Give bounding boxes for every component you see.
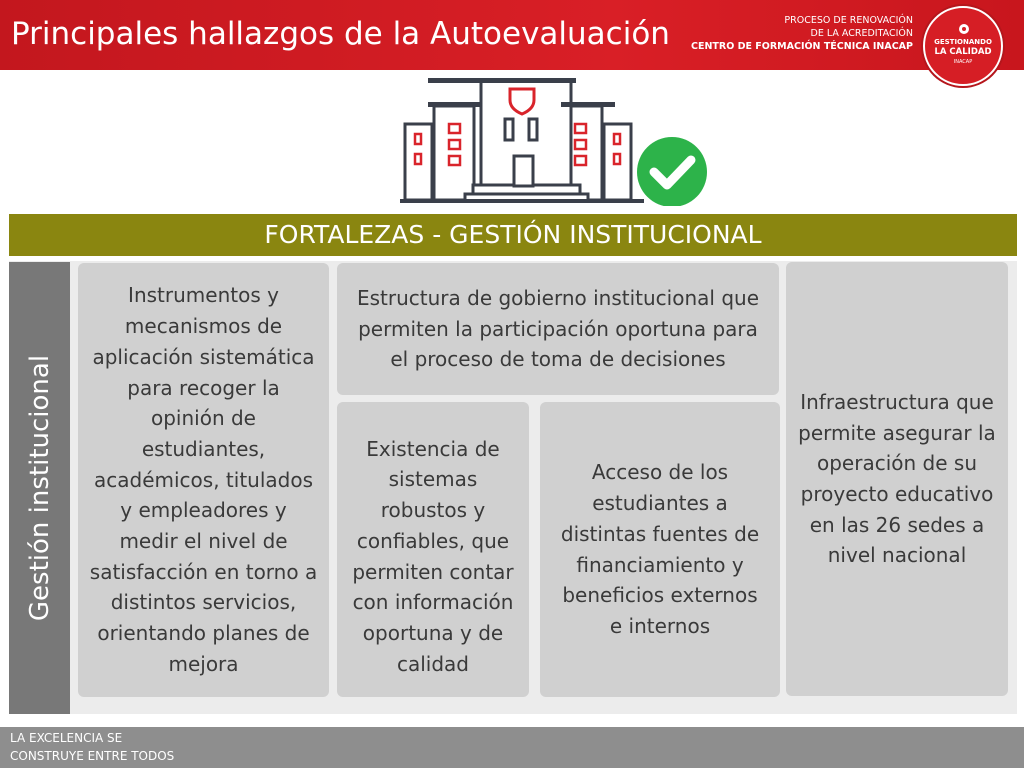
section-banner: FORTALEZAS - GESTIÓN INSTITUCIONAL — [9, 214, 1017, 256]
seal-line-2: LA CALIDAD — [934, 47, 992, 57]
seal-line-3: INACAP — [953, 59, 973, 65]
check-circle-icon — [637, 137, 707, 206]
card-infraestructura — [786, 262, 1008, 696]
card-estructura-text: Estructura de gobierno institucional que permiten la participación oportuna para el proceso de toma de decisiones — [356, 285, 759, 372]
footer-line-2: CONSTRUYE ENTRE TODOS — [10, 749, 175, 763]
card-instrumentos-text: Instrumentos y mecanismos de aplicación sistemática para recoger la opinión de estudiantes, académicos, titulados y empleadores y medir el nivel de satisfacción en torno a distintos servicios, orientando planes de mejora — [89, 283, 318, 676]
header-bar — [0, 0, 1024, 70]
seal-line-1: GESTIONANDO — [934, 38, 992, 46]
card-sistemas-text: Existencia de sistemas robustos y confiables, que permiten contar con información oportuna y de calidad — [352, 436, 514, 676]
card-sistemas — [337, 402, 529, 697]
card-infraestructura-text: Infraestructura que permite asegurar la operación de su proyecto educativo en las 26 sedes a nivel nacional — [798, 389, 996, 568]
org-line-1: PROCESO DE RENOVACIÓN — [784, 15, 913, 26]
quality-seal-logo — [923, 6, 1003, 86]
seal-dot-icon — [959, 24, 969, 34]
card-instrumentos — [78, 263, 329, 697]
footer-line-1: LA EXCELENCIA SE — [10, 731, 123, 745]
card-acceso-text: Acceso de los estudiantes a distintas fuentes de financiamiento y beneficios externos e internos — [560, 460, 760, 638]
org-text — [691, 14, 913, 53]
slide-title: Principales hallazgos de la Autoevaluación — [11, 16, 670, 52]
footer-bar — [0, 727, 1024, 768]
footer-slogan — [10, 729, 174, 765]
side-label: Gestión institucional — [25, 354, 55, 622]
org-line-2: DE LA ACREDITACIÓN — [810, 28, 913, 39]
card-acceso — [540, 402, 780, 697]
org-line-3: CENTRO DE FORMACIÓN TÉCNICA INACAP — [691, 41, 913, 52]
building-icon — [398, 76, 710, 206]
card-estructura — [337, 263, 779, 395]
